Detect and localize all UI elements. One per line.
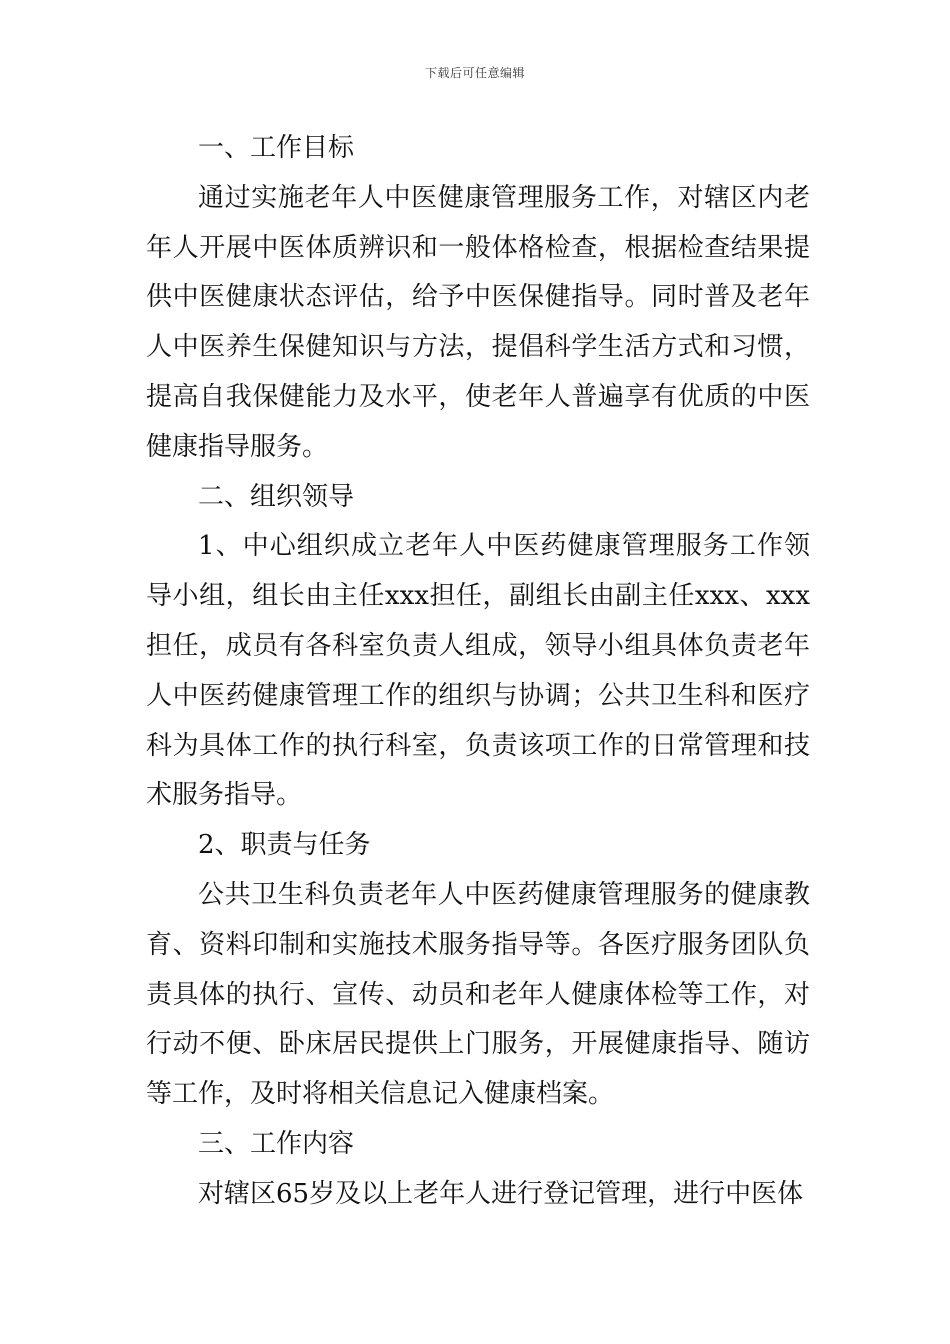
section-1-paragraph: 通过实施老年人中医健康管理服务工作，对辖区内老年人开展中医体质辨识和一般体格检查，根据检查结果提供中医健康状态评估，给予中医保健指导。同时普及老年人中医养生保健知识与方法，提倡科学生活方式和习惯，提高自我保健能力及水平，使老年人普遍享有优质的中医健康指导服务。 <box>146 182 810 462</box>
download-note: 下载后可任意编辑 <box>424 66 525 80</box>
section-2-item-2-paragraph: 公共卫生科负责老年人中医药健康管理服务的健康教育、资料印制和实施技术服务指导等。各医疗服务团队负责具体的执行、宣传、动员和老年人健康体检等工作，对行动不便、卧床居民提供上门服务，开展健康指导、随访等工作，及时将相关信息记入健康档案。 <box>146 879 810 1110</box>
document-body <box>146 124 810 1220</box>
section-3-title: 三、工作内容 <box>198 1128 355 1159</box>
section-2-item-2-title: 2、职责与任务 <box>198 830 371 861</box>
section-3-paragraph: 对辖区65岁及以上老年人进行登记管理，进行中医体 <box>198 1178 804 1209</box>
section-1-title: 一、工作目标 <box>198 133 355 163</box>
section-2-title: 二、组织领导 <box>198 481 355 512</box>
section-2-item-1: 1、中心组织成立老年人中医药健康管理服务工作领导小组，组长由主任xxx担任，副组长由副主任xxx、xxx担任，成员有各科室负责人组成，领导小组具体负责老年人中医药健康管理工作的组织与协调；公共卫生科和医疗科为具体工作的执行科室，负责该项工作的日常管理和技术服务指导。 <box>146 531 810 811</box>
